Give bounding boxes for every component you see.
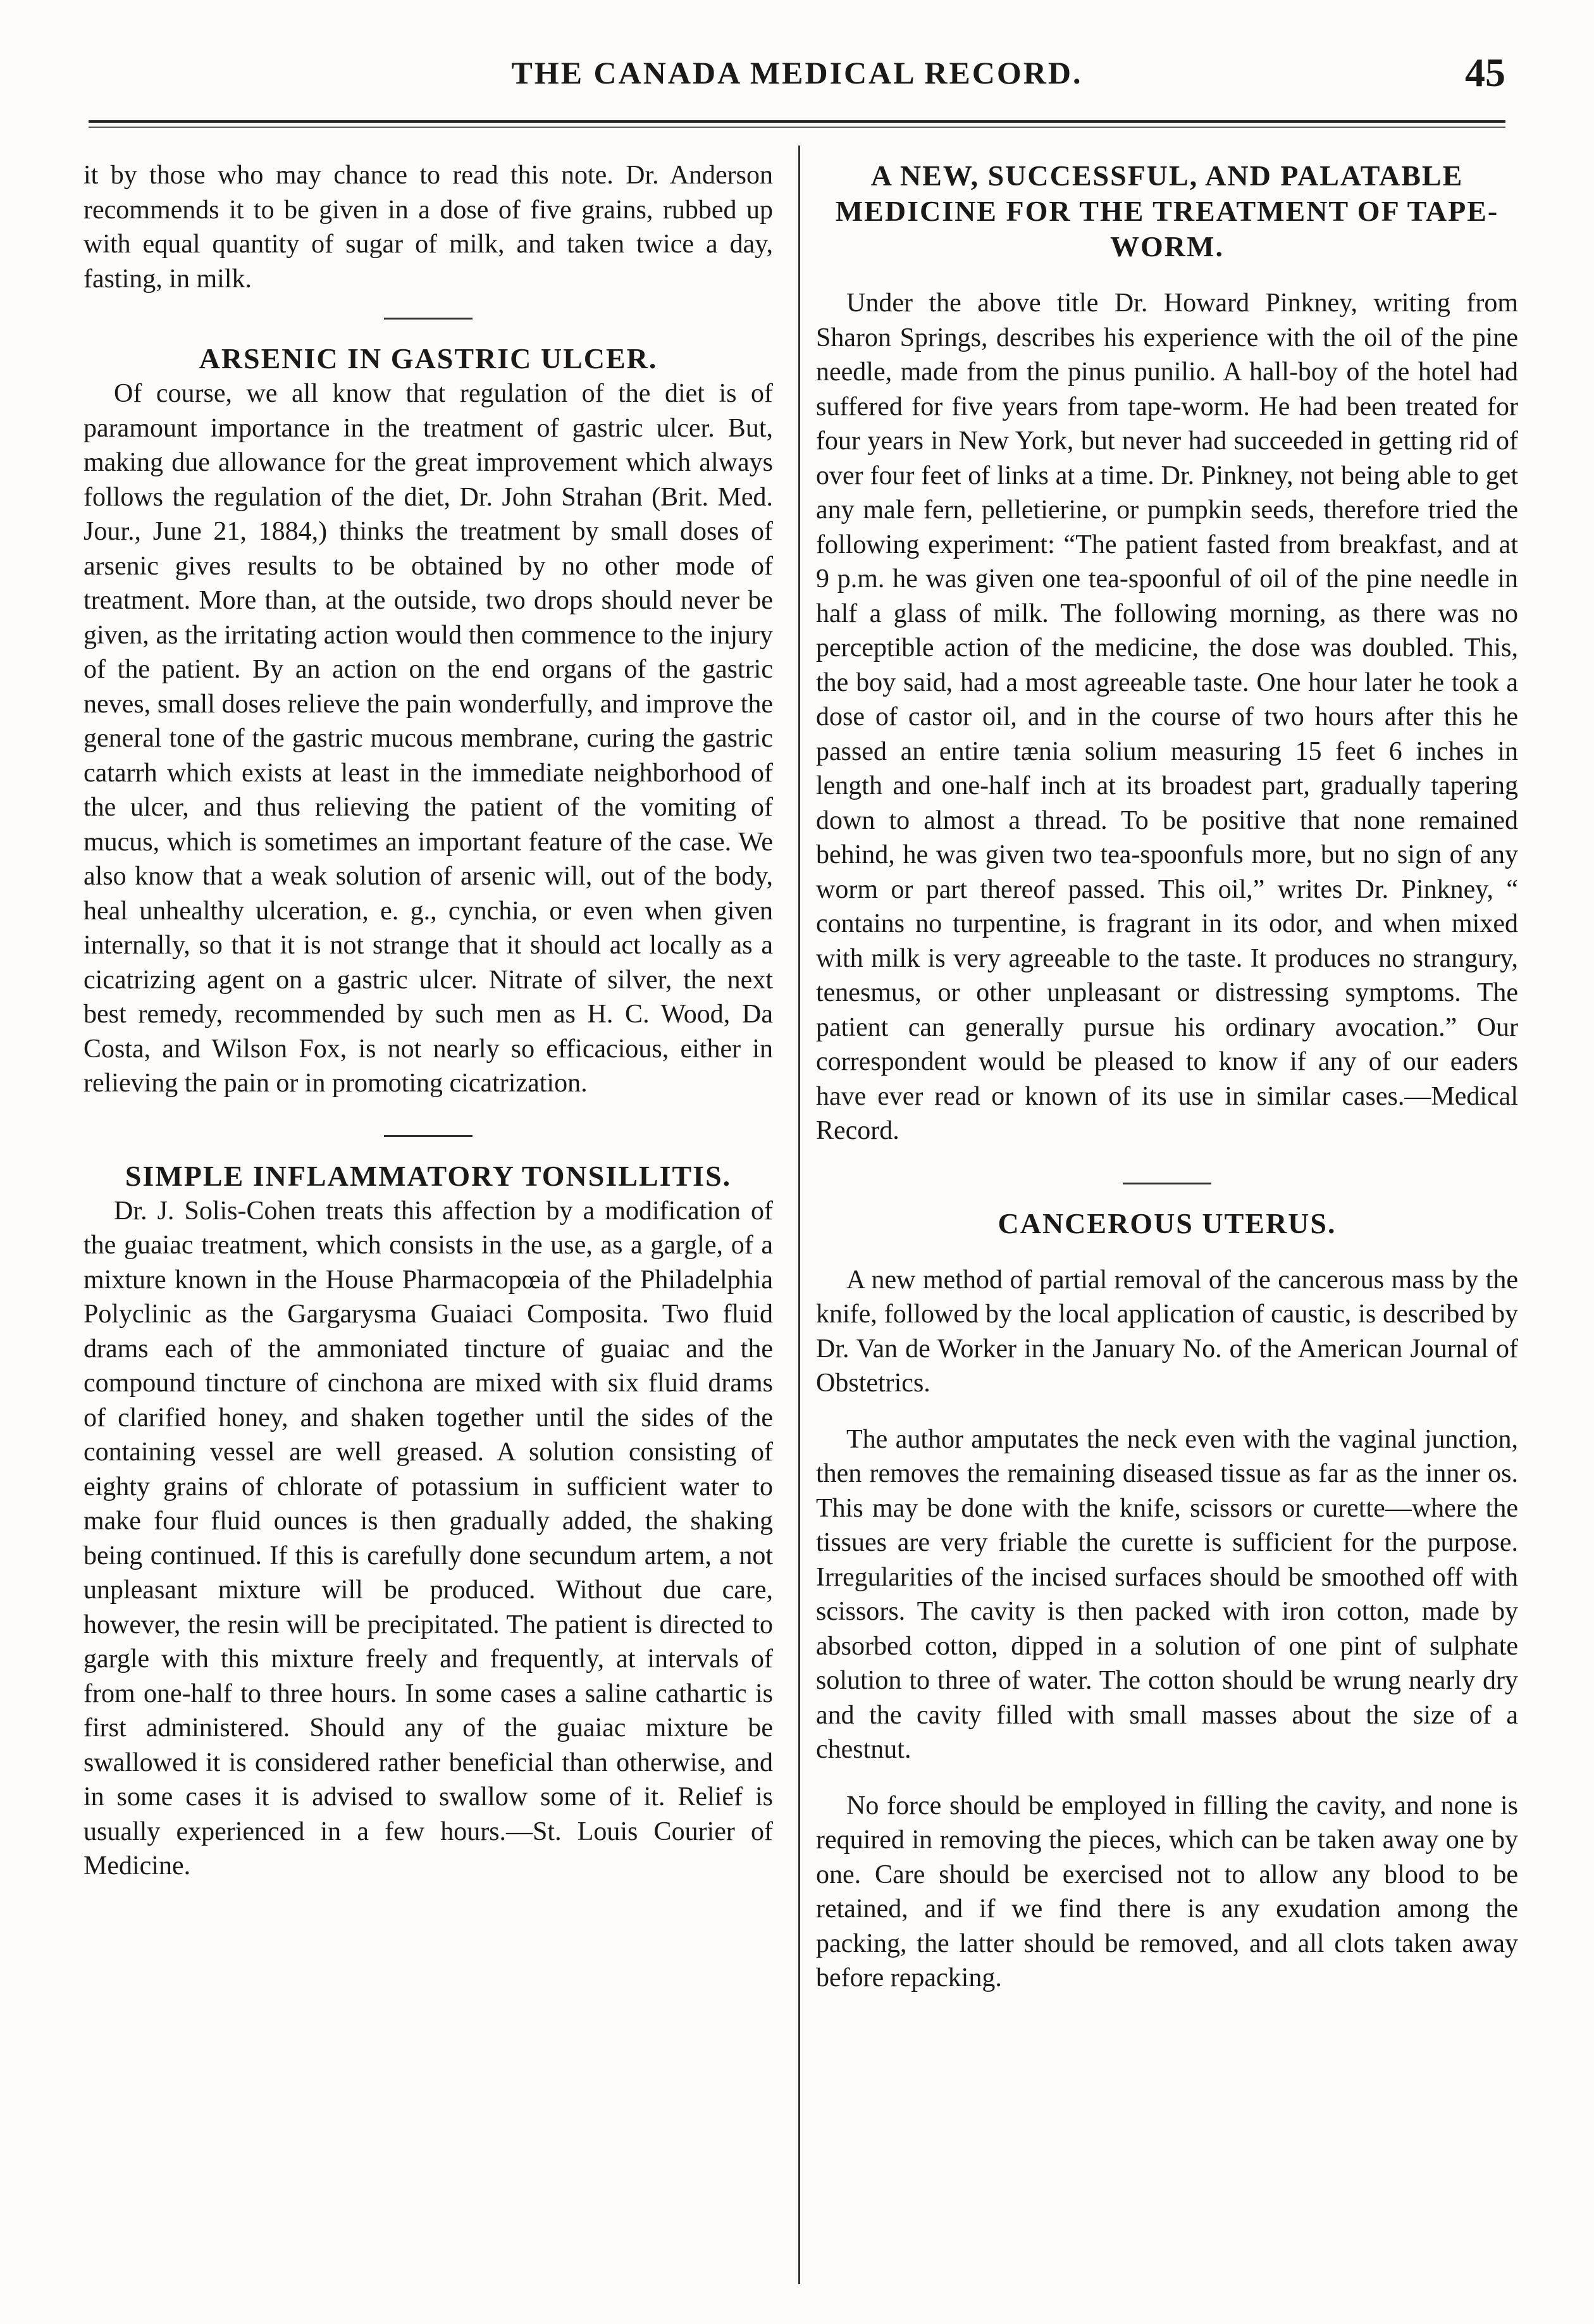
tonsillitis-body: Dr. J. Solis-Cohen treats this affection by a modification of the guaiac treatment, which consists in the use, as a gargle, of a mixture known in the House Pharmacopœia of the Philadelphia Polyclinic as the Gargarysma Guaiaci Composita. Two fluid drams each of the ammoniated tincture of guaiac and the compound tincture of cinchona are mixed with six fluid drams of clarified honey, and shaken together until the sides of the containing vessel are well greased. A solution consisting of eighty grains of chlorate of potassium in sufficient water to make four fluid ounces is then gradually added, the shaking being continued. If this is carefully done secundum artem, a not unpleasant mixture will be produced. Without due care, however, the resin will be precipitated. The patient is directed to gargle with this mixture freely and frequently, at intervals of from one-half to three hours. In some cases a saline cathartic is first administered. Should any of the guaiac mixture be swallowed it is considered rather beneficial than otherwise, and in some cases it is advised to swallow some of it. Relief is usually experienced in a few hours.—St. Louis Courier of Medicine. (83, 1196, 773, 1880)
left-column (83, 158, 773, 1884)
uterus-paragraph-2: The author amputates the neck even with the vaginal junction, then removes the remaining diseased tissue as far as the inner os. This may be done with the knife, scissors or curette—where the tissues are very friable the curette is sufficient for the purpose. Irregularities of the incised surfaces should be smoothed off with scissors. The cavity is then packed with iron cotton, made by absorbed cotton, dipped in a solution of one pint of sulphate solution to three of water. The cotton should be wrung nearly dry and the cavity filled with small masses about the size of a chestnut. (816, 1424, 1518, 1764)
arsenic-body: Of course, we all know that regulation of the diet is of paramount importance in the treatment of gastric ulcer. But, making due allowance for the great improvement which always follows the regulation of the diet, Dr. John Strahan (Brit. Med. Jour., June 21, 1884,) thinks the treatment by small doses of arsenic gives results to be obtained by no other mode of treatment. More than, at the outside, two drops should never be given, as the irritating action would then commence to the injury of the patient. By an action on the end organs of the gastric neves, small doses relieve the pain wonderfully, and improve the general tone of the gastric mucous membrane, curing the gastric catarrh which exists at least in the immediate neighborhood of the ulcer, and thus relieving the patient of the vomiting of mucus, which is sometimes an important feature of the case. We also know that a weak solution of arsenic will, out of the body, heal unhealthy ulceration, e. g., cynchia, or even when given internally, so that it is not strange that it should act locally as a cicatrizing agent on a gastric ulcer. Nitrate of silver, the next best remedy, recommended by such men as H. C. Wood, Da Costa, and Wilson Fox, is not nearly so efficacious, either in relieving the pain or in promoting cicatrization. (83, 379, 773, 1098)
uterus-paragraph-1: A new method of partial removal of the cancerous mass by the knife, followed by the local application of caustic, is described by Dr. Van de Worker in the January No. of the American Journal of Obstetrics. (816, 1265, 1518, 1398)
uterus-paragraph-3: No force should be employed in filling the cavity, and none is required in removing the pieces, which can be taken away one by one. Care should be exercised not to allow any blood to be retained, and if we find there is any exudation among the packing, the latter should be removed, and all clots taken away before repacking. (816, 1791, 1518, 1992)
right-column (816, 158, 1518, 1996)
tonsillitis-heading: SIMPLE INFLAMMATORY TONSILLITIS. (125, 1159, 732, 1192)
journal-title: THE CANADA MEDICAL RECORD. (511, 55, 1083, 90)
column-divider (798, 146, 800, 2284)
tapeworm-body: Under the above title Dr. Howard Pinkney, writing from Sharon Springs, describes his experience with the oil of the pine needle, made from the pinus punilio. A hall-boy of the hotel had suffered for five years from tape-worm. He had been treated for four years in New York, but never had succeeded in getting rid of over four feet of links at a time. Dr. Pinkney, not being able to get any male fern, pelletierine, or pumpkin seeds, therefore tried the following experiment: “The patient fasted from breakfast, and at 9 p.m. he was given one tea-spoonful of oil of the pine needle in half a glass of milk. The following morning, as there was no perceptible action of the medicine, the dose was doubled. This, the boy said, had a most agreeable taste. One hour later he took a dose of castor oil, and in the course of two hours after this he passed an entire tænia solium measuring 15 feet 6 inches in length and one-half inch at its broadest part, gradually tapering down to almost a thread. To be positive that none remained behind, he was given two tea-spoonfuls more, but no sign of any worm or part thereof passed. This oil,” writes Dr. Pinkney, “ contains no turpentine, is fragrant in its odor, and when mixed with milk is very agreeable to the taste. It produces no strangury, tenesmus, or other unpleasant or distressing symptoms. The patient can generally pursue his ordinary avocation.” Our correspondent would be pleased to know if any of our eaders have ever read or known of its use in similar cases.—Medical Record. (816, 289, 1518, 1145)
tapeworm-heading: A NEW, SUCCESSFUL, AND PALATABLE MEDICINE FOR THE TREATMENT OF TAPE-WORM. (835, 159, 1499, 263)
arsenic-heading: ARSENIC IN GASTRIC ULCER. (199, 342, 658, 375)
header-rule (89, 120, 1505, 128)
page-header (89, 49, 1505, 106)
uterus-heading: CANCEROUS UTERUS. (998, 1207, 1337, 1240)
continued-paragraph: it by those who may chance to read this note. Dr. Anderson recommends it to be given in a dose of five grains, rubbed up with equal quantity of sugar of milk, and taken twice a day, fasting, in milk. (83, 161, 773, 294)
page-number: 45 (1465, 50, 1505, 95)
